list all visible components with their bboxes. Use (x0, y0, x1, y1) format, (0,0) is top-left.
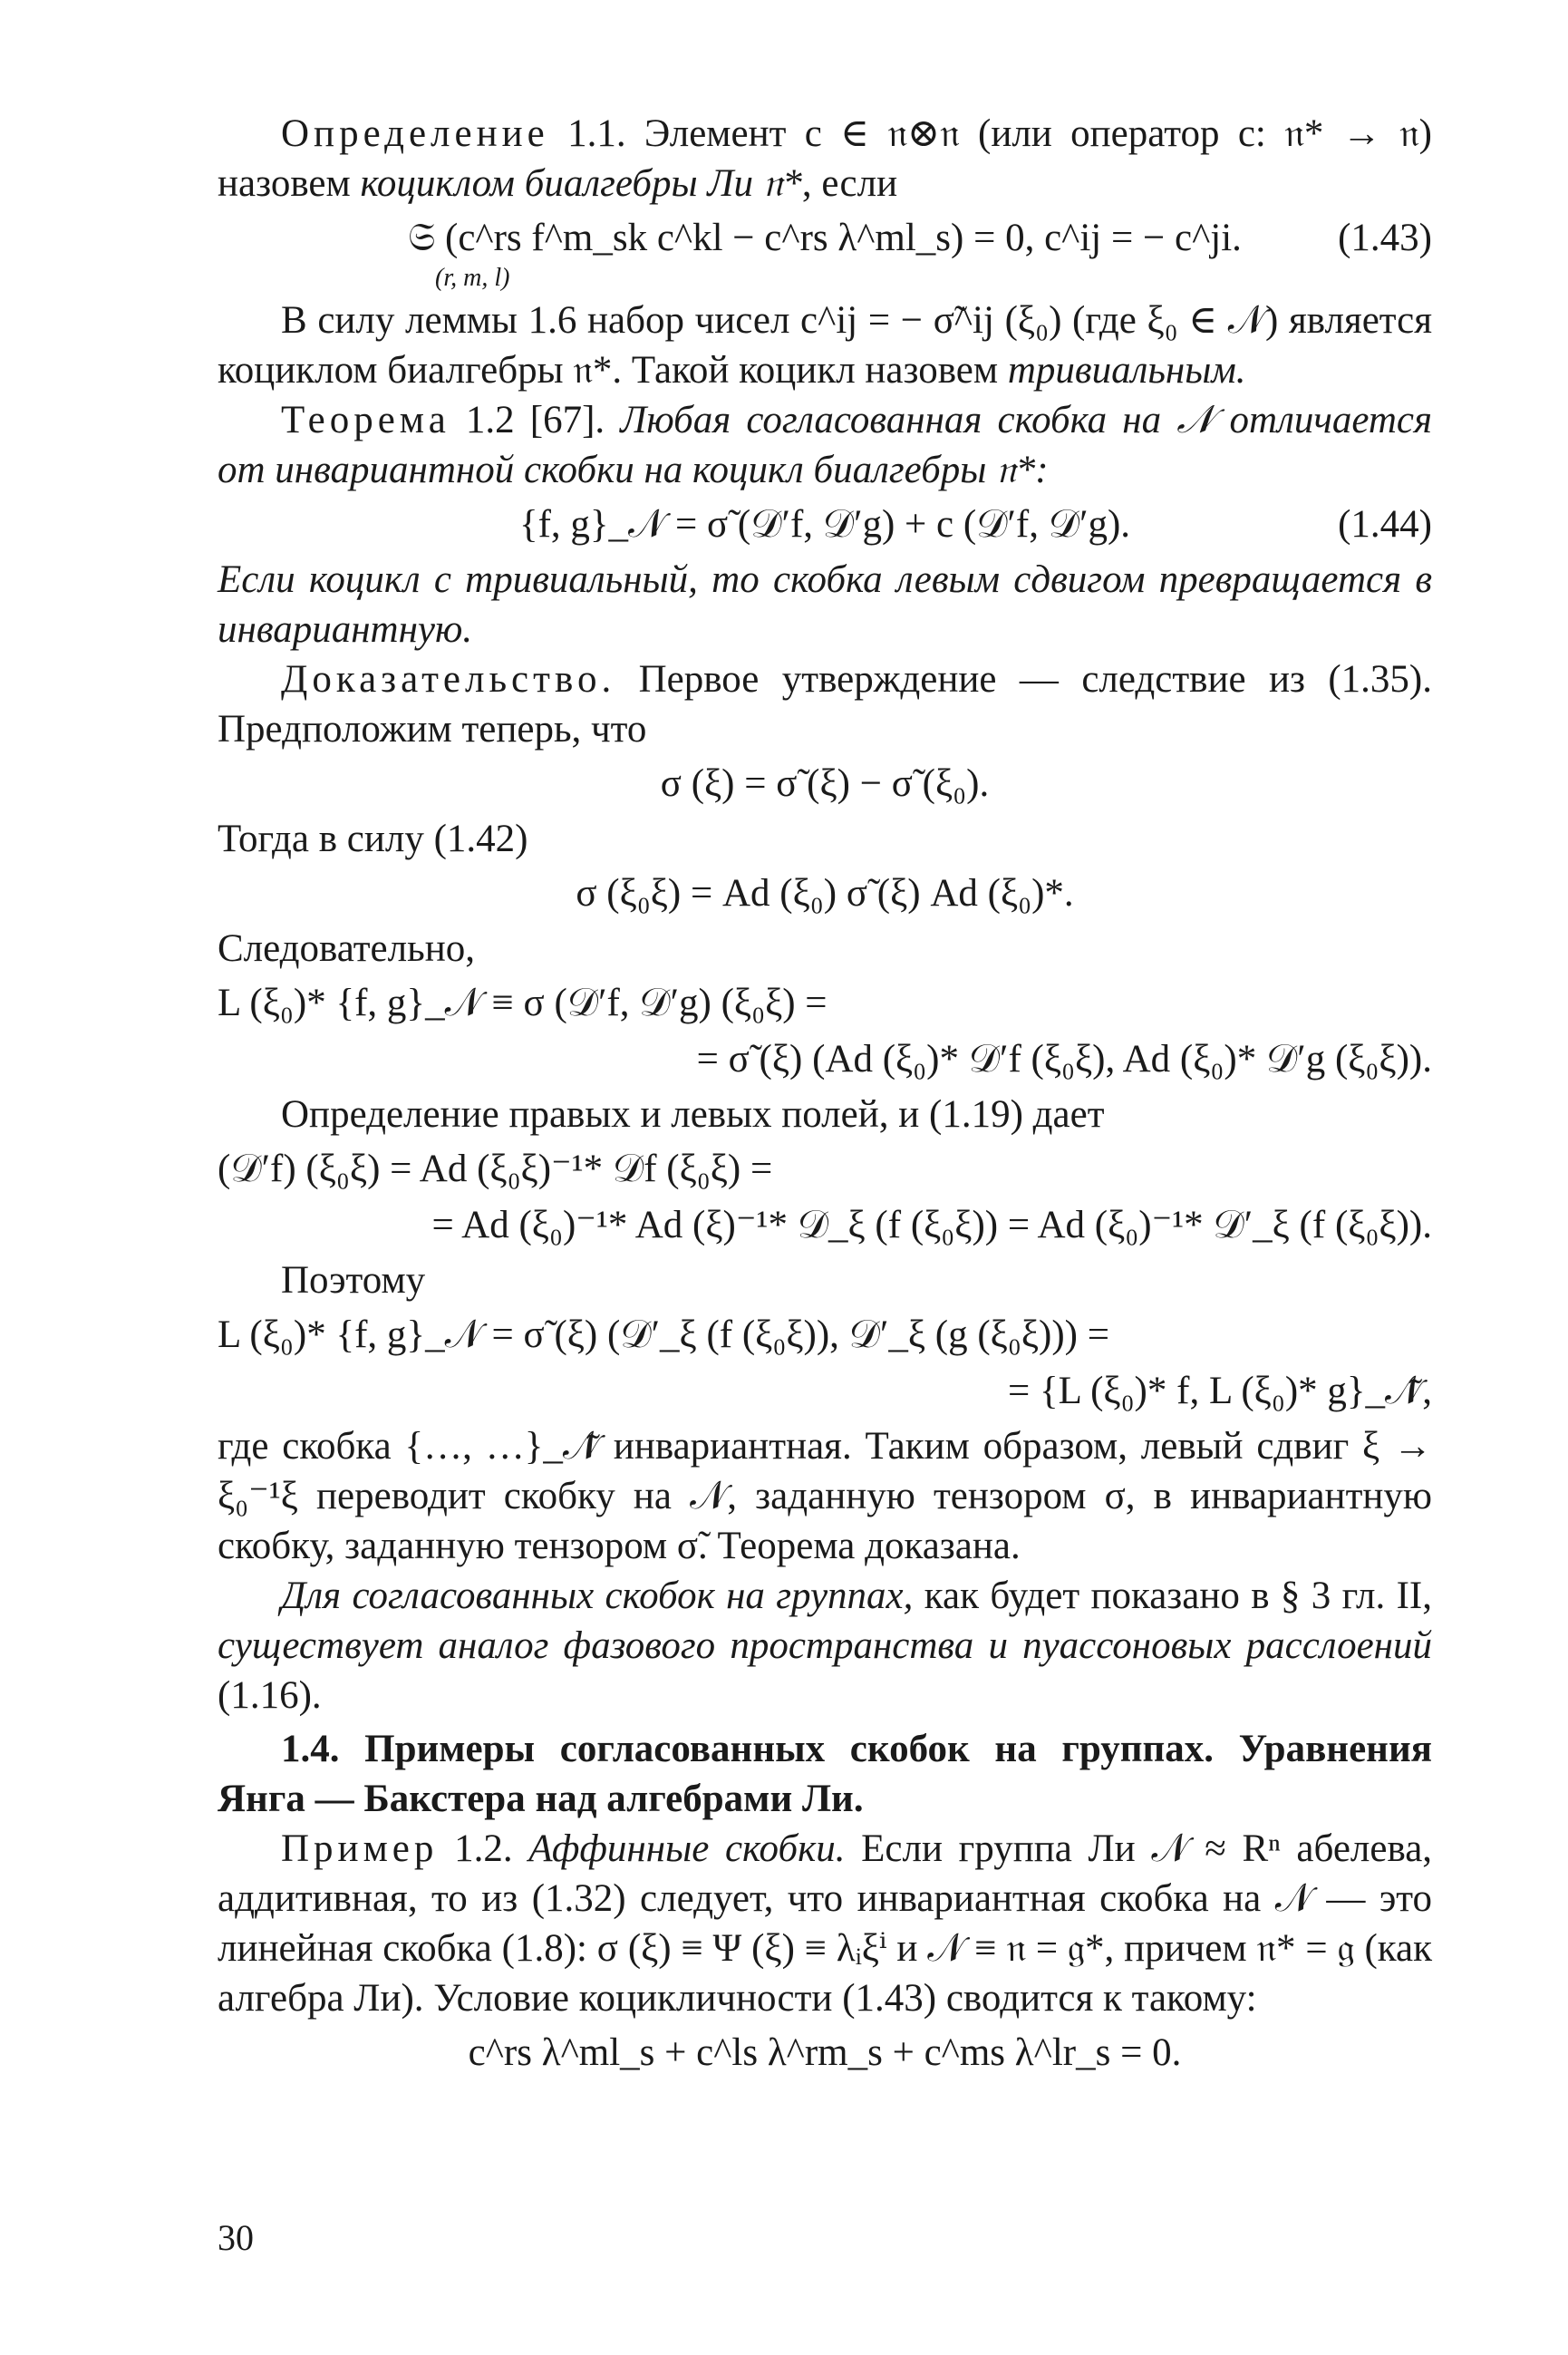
equation-D-line2 (218, 1199, 1432, 1252)
equation-sigma-formula: σ (ξ) = σ̃ (ξ) − σ̃ (ξ₀). (660, 762, 990, 805)
equation-sigma (218, 758, 1432, 810)
equation-D-line1 (218, 1143, 1432, 1196)
trivial-text: В силу леммы 1.6 набор чисел c^ij = − σ̃^ij (ξ₀) (где ξ₀ ∈ 𝒩) является коциклом биалгебры 𝔫*. Такой коцикл назовем (218, 299, 1432, 392)
page-number: 30 (218, 2217, 254, 2258)
theorem-text: Любая согласованная скобка на 𝒩 отличается от инвариантной скобки на коцикл биалгебры 𝔫*: (218, 399, 1432, 491)
equation-1-43-formula: 𝔖 (c^rs f^m_sk c^kl − c^rs λ^ml_s) = 0, c^ij = − c^ji. (408, 217, 1242, 259)
hence-text: Следовательно, (218, 927, 475, 970)
remark-italic2: существует аналог фазового пространства и пуассоновых расслоений (218, 1624, 1432, 1667)
equation-ad (218, 867, 1432, 920)
equation-P1-formula: L (ξ₀)* {f, g}_𝒩 = σ̃ (ξ) (𝒟′_ξ (f (ξ₀ξ)), 𝒟′_ξ (g (ξ₀ξ))) = (218, 1313, 1109, 1356)
equation-P-line2 (218, 1365, 1432, 1418)
conclusion-paragraph: где скобка {…, …}_𝒩̃ инвариантная. Таким образом, левый сдвиг ξ → ξ₀⁻¹ξ переводит скобку на 𝒩, заданную тензором σ, в инвариантную скобку, заданную тензором σ̃. Теорема доказана. (218, 1425, 1432, 1567)
definition-tail: , если (801, 162, 898, 205)
equation-last-formula: c^rs λ^ml_s + c^ls λ^rm_s + c^ms λ^lr_s = 0. (468, 2031, 1182, 2074)
remark-paragraph (218, 1571, 1432, 1720)
remark-italic1: Для согласованных скобок на группах, (281, 1575, 914, 1617)
equation-1-44-formula: {f, g}_𝒩 = σ̃ (𝒟′f, 𝒟′g) + c (𝒟′f, 𝒟′g). (518, 503, 1131, 546)
trivial-paragraph (218, 296, 1432, 395)
definition-paragraph (218, 109, 1432, 208)
example-ref: 1.2. (454, 1827, 513, 1870)
section-heading (218, 1724, 1432, 1824)
trivial-term: тривиальным. (1007, 349, 1246, 392)
proof-paragraph (218, 654, 1432, 754)
theorem-cont-text: Если коцикл c тривиальный, то скобка левым сдвигом превращается в инвариантную. (218, 558, 1432, 651)
remark-plain2: (1.16). (218, 1674, 322, 1717)
def-fields-text: Определение правых и левых полей, и (1.19) дает (281, 1093, 1105, 1136)
equation-L1-formula: L (ξ₀)* {f, g}_𝒩 ≡ σ (𝒟′f, 𝒟′g) (ξ₀ξ) = (218, 982, 828, 1024)
example-label: Пример (281, 1827, 439, 1870)
equation-1-43-subscript: (r, m, l) (435, 264, 510, 292)
theorem-label: Теорема (281, 399, 450, 441)
section-heading-text: 1.4. Примеры согласованных скобок на группах. Уравнения Янга — Бакстера над алгебрами Ли. (218, 1728, 1432, 1820)
definition-term: коциклом биалгебры Ли 𝔫* (360, 162, 802, 205)
therefore-text: Поэтому (281, 1259, 426, 1302)
example-text: Если группа Ли 𝒩 ≈ Rⁿ абелева, аддитивная, то из (1.32) следует, что инвариантная скобка на 𝒩 — это линейная скобка (1.8): σ (ξ) ≡ Ψ (ξ) ≡ λᵢξⁱ и 𝒩 ≡ 𝔫 = 𝔤*, причем 𝔫* = 𝔤 (как алгебра Ли). Условие коцикличности (1.43) сводится к такому: (218, 1827, 1433, 2020)
equation-D2-formula: = Ad (ξ₀)⁻¹* Ad (ξ)⁻¹* 𝒟_ξ (f (ξ₀ξ)) = Ad (ξ₀)⁻¹* 𝒟′_ξ (f (ξ₀ξ)). (431, 1204, 1432, 1246)
proof-label: Доказательство. (281, 658, 616, 701)
definition-text: 1.1. Элемент c ∈ 𝔫⊗𝔫 (или оператор c: 𝔫* → 𝔫) назовем (218, 112, 1432, 205)
equation-1-44 (218, 499, 1432, 551)
equation-last (218, 2027, 1432, 2079)
page-content (218, 109, 1432, 2083)
theorem-ref: 1.2 [67]. (465, 399, 605, 441)
theorem-paragraph (218, 395, 1432, 495)
equation-1-43 (218, 212, 1432, 292)
theorem-continuation (218, 555, 1432, 654)
equation-P-line1 (218, 1309, 1432, 1362)
equation-D1-formula: (𝒟′f) (ξ₀ξ) = Ad (ξ₀ξ)⁻¹* 𝒟f (ξ₀ξ) = (218, 1148, 773, 1190)
equation-P2-formula: = {L (ξ₀)* f, L (ξ₀)* g}_𝒩̃, (1008, 1370, 1432, 1412)
equation-L-line1 (218, 977, 1432, 1030)
proof-text: Первое утверждение — следствие из (1.35). Предположим теперь, что (218, 658, 1433, 751)
example-paragraph (218, 1824, 1432, 2023)
then-text: Тогда в силу (1.42) (218, 818, 528, 860)
remark-plain1: как будет показано в § 3 гл. II, (913, 1575, 1433, 1617)
equation-1-43-number: (1.43) (1338, 217, 1432, 259)
equation-1-44-number: (1.44) (1338, 503, 1432, 546)
definition-label: Определение (281, 112, 549, 155)
example-title: Аффинные скобки. (528, 1827, 846, 1870)
equation-ad-formula: σ (ξ₀ξ) = Ad (ξ₀) σ̃ (ξ) Ad (ξ₀)*. (576, 872, 1074, 915)
equation-L2-formula: = σ̃ (ξ) (Ad (ξ₀)* 𝒟′f (ξ₀ξ), Ad (ξ₀)* 𝒟′g (ξ₀ξ)). (696, 1038, 1432, 1081)
equation-L-line2 (218, 1033, 1432, 1086)
